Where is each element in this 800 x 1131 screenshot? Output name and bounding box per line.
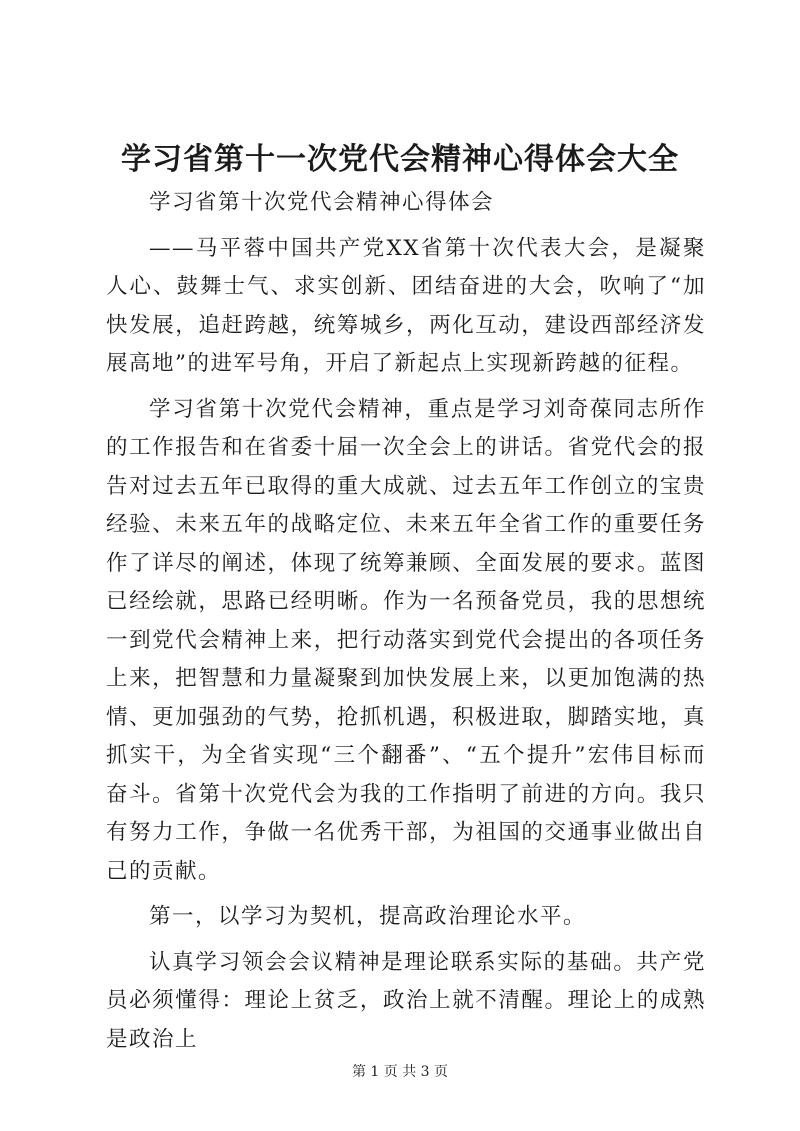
- document-title: 学习省第十一次党代会精神心得体会大全: [121, 142, 679, 177]
- paragraph-subtitle: 学习省第十次党代会精神心得体会: [149, 190, 495, 215]
- paragraph-intro: ——马平蓉中国共产党XX省第十次代表大会，是凝聚人心、鼓舞士气、求实创新、团结奋进的大会，吹响了“加快发展，追赶跨越，统筹城乡，两化互动，建设西部经济发展高地”的进军号角，开启了新起点上实现新跨越的征程。: [106, 235, 706, 376]
- page-number-footer: 第 1 页 共 3 页: [351, 1064, 449, 1080]
- paragraph-study: 认真学习领会会议精神是理论联系实际的基础。共产党员必须懂得：理论上贫乏，政治上就不清醒。理论上的成熟是政治上: [106, 949, 706, 1052]
- paragraph-heading-first: 第一，以学习为契机，提高政治理论水平。: [149, 904, 587, 929]
- paragraph-main: 学习省第十次党代会精神，重点是学习刘奇葆同志所作的工作报告和在省委十届一次全会上的讲话。省党代会的报告对过去五年已取得的重大成就、过去五年工作创立的宝贵经验、未来五年的战略定位、未来五年全省工作的重要任务作了详尽的阐述，体现了统筹兼顾、全面发展的要求。蓝图已经绘就，思路已经明晰。作为一名预备党员，我的思想统一到党代会精神上来，把行动落实到党代会提出的各项任务上来，把智慧和力量凝聚到加快发展上来，以更加饱满的热情、更加强劲的气势，抢抓机遇，积极进取，脚踏实地，真抓实干，为全省实现“三个翻番”、“五个提升”宏伟目标而奋斗。省第十次党代会为我的工作指明了前进的方向。我只有努力工作，争做一名优秀干部，为祖国的交通事业做出自己的贡献。: [106, 396, 706, 884]
- document-body: [106, 184, 706, 1059]
